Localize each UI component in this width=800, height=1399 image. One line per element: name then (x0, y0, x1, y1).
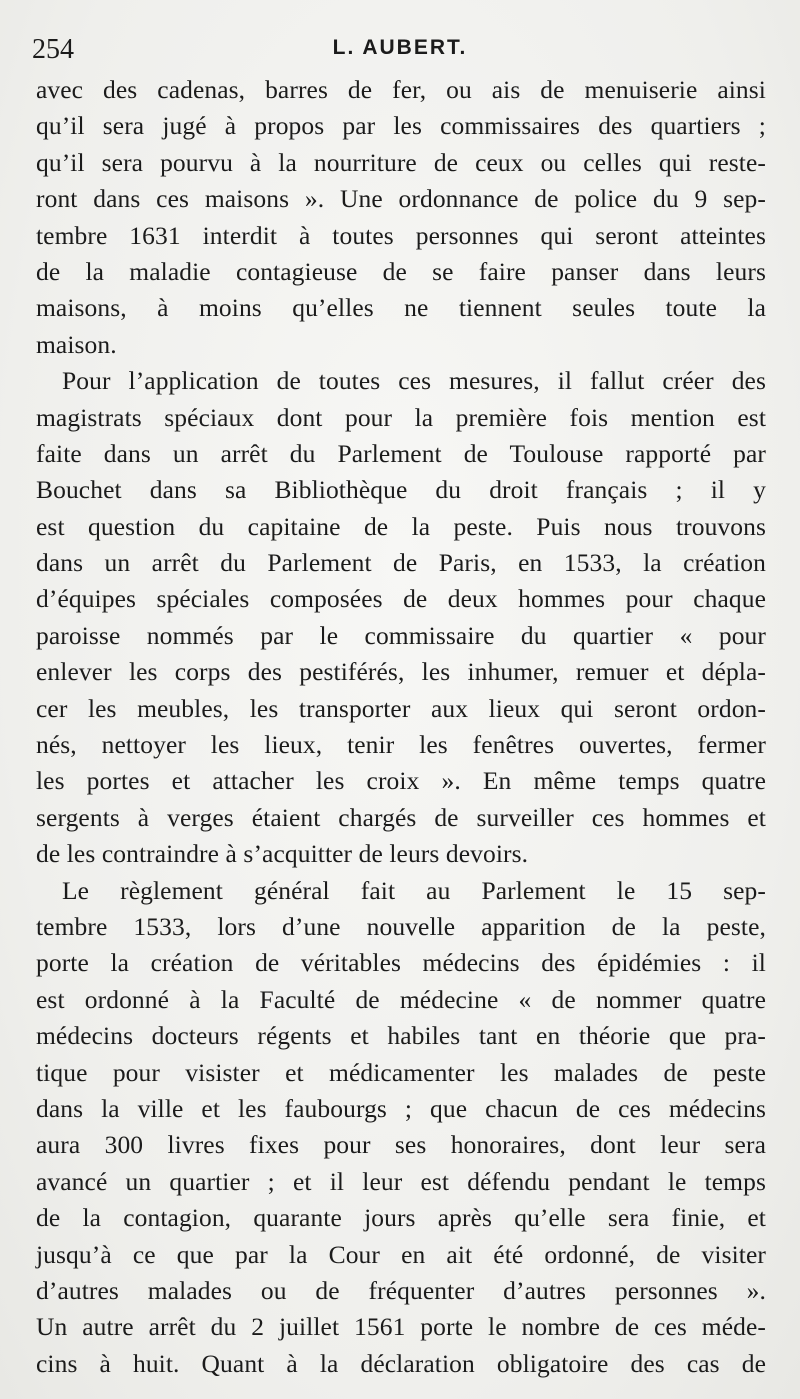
text-line: porte la création de véritables médecins des épidémies : il (36, 948, 766, 978)
text-line: maison. (36, 329, 117, 359)
text-line: tique pour visister et médicamenter les malades de peste (36, 1057, 766, 1087)
text-line: Bouchet dans sa Bibliothèque du droit français ; il y (36, 475, 766, 505)
text-line: avec des cadenas, barres de fer, ou ais de menuiserie ainsi (36, 75, 766, 104)
page-header (30, 28, 770, 68)
text-line: d’équipes spéciales composées de deux hommes pour chaque (36, 584, 766, 614)
text-line: de la contagion, quarante jours après qu’elle sera finie, et (36, 1203, 766, 1233)
text-line: de les contraindre à s’acquitter de leurs devoirs. (36, 839, 529, 869)
text-line: jusqu’à ce que par la Cour en ait été ordonné, de visiter (36, 1239, 766, 1269)
text-line: magistrats spéciaux dont pour la première fois mention est (36, 402, 766, 432)
text-line: paroisse nommés par le commissaire du quartier « pour (36, 620, 766, 650)
body-text (36, 72, 766, 1382)
text-line: est ordonné à la Faculté de médecine « de nommer quatre (36, 984, 766, 1014)
text-line: sergents à verges étaient chargés de surveiller ces hommes et (36, 802, 766, 832)
text-line: enlever les corps des pestiférés, les inhumer, remuer et dépla- (36, 657, 766, 687)
text-line: ront dans ces maisons ». Une ordonnance de police du 9 sep- (36, 184, 766, 214)
paragraph-start-line: Pour l’application de toutes ces mesures, il fallut créer des (62, 366, 766, 396)
text-line: tembre 1533, lors d’une nouvelle apparition de la peste, (36, 911, 766, 941)
text-line: les portes et attacher les croix ». En même temps quatre (36, 766, 766, 796)
text-line: Un autre arrêt du 2 juillet 1561 porte le nombre de ces méde- (36, 1312, 766, 1342)
text-line: cer les meubles, les transporter aux lieux qui seront ordon- (36, 693, 766, 723)
text-line: avancé un quartier ; et il leur est défendu pendant le temps (36, 1166, 766, 1196)
text-line: dans un arrêt du Parlement de Paris, en 1533, la création (36, 548, 766, 578)
text-line: tembre 1631 interdit à toutes personnes qui seront atteintes (36, 220, 766, 250)
text-line: médecins docteurs régents et habiles tant en théorie que pra- (36, 1021, 766, 1051)
text-line: aura 300 livres fixes pour ses honoraires, dont leur sera (36, 1130, 766, 1160)
paragraph-start-line: Le règlement général fait au Parlement le 15 sep- (62, 875, 766, 905)
text-line: d’autres malades ou de fréquenter d’autres personnes ». (36, 1275, 766, 1305)
text-line: nés, nettoyer les lieux, tenir les fenêtres ouvertes, fermer (36, 730, 766, 760)
text-line: qu’il sera pourvu à la nourriture de ceux ou celles qui reste- (36, 147, 766, 177)
text-line: dans la ville et les faubourgs ; que chacun de ces médecins (36, 1093, 766, 1123)
text-line: maisons, à moins qu’elles ne tiennent seules toute la (36, 293, 766, 323)
text-line: de la maladie contagieuse de se faire panser dans leurs (36, 256, 766, 286)
text-line: qu’il sera jugé à propos par les commissaires des quartiers ; (36, 111, 766, 141)
text-line: faite dans un arrêt du Parlement de Toulouse rapporté par (36, 438, 766, 468)
running-head: L. AUBERT. (332, 36, 468, 59)
text-line: cins à huit. Quant à la déclaration obligatoire des cas de (36, 1348, 766, 1378)
page-number: 254 (32, 34, 74, 65)
text-line: est question du capitaine de la peste. Puis nous trouvons (36, 511, 766, 541)
